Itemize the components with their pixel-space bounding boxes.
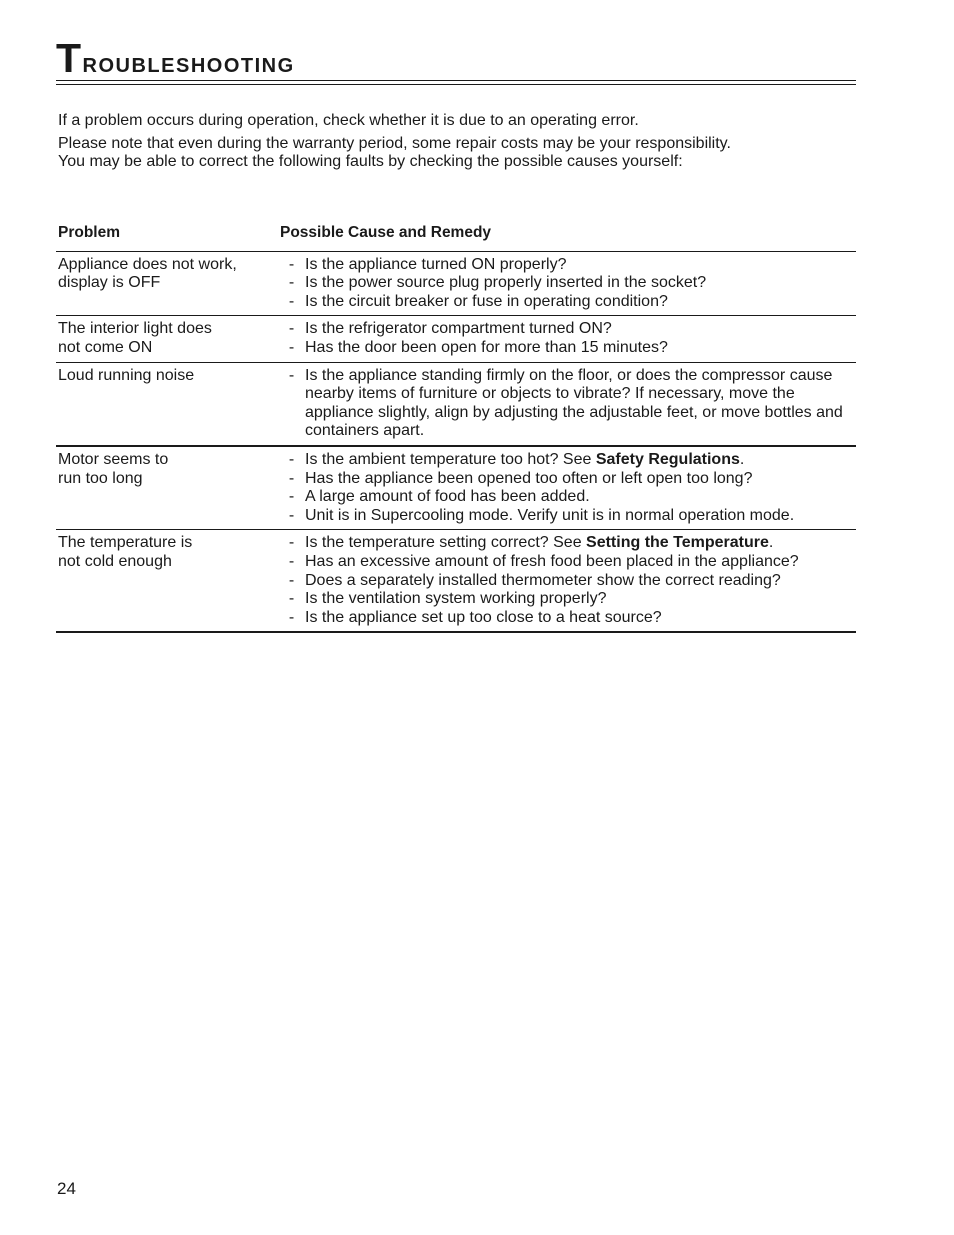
cause-plain: Does a separately installed thermometer show the correct reading? [305, 571, 781, 589]
problem-cell [56, 534, 282, 627]
problem-text: The interior light does [58, 320, 212, 338]
cause-text [301, 553, 856, 572]
cause-item [282, 293, 856, 312]
page-number: 24 [57, 1179, 76, 1198]
problem-cell [56, 320, 282, 357]
cause-plain: A large amount of food has been added. [305, 488, 590, 506]
table-body [56, 252, 856, 634]
cause-text [301, 507, 856, 526]
cause-end: . [768, 534, 774, 552]
cause-text [301, 488, 856, 507]
intro-line: You may be able to correct the following faults by checking the possible causes yourself: [58, 153, 683, 170]
cause-text [301, 534, 856, 553]
cause-text [301, 293, 856, 312]
problem-text: display is OFF [58, 274, 161, 292]
bullet-dash: - [288, 608, 295, 626]
table-header [56, 224, 856, 252]
problem-cell [56, 451, 282, 525]
problem-text: not cold enough [58, 552, 172, 570]
intro-text [58, 112, 858, 172]
cause-cell [282, 534, 856, 627]
table-row [56, 530, 856, 633]
problem-text: run too long [58, 469, 143, 487]
cause-plain: Is the appliance standing firmly on the floor, or does the compressor cause nearby items of furniture or objects to vibrate? If necessary, move the appliance slightly, align by adjusting the adjustable feet, or move bottles and containers apart. [305, 366, 843, 440]
cause-plain: Unit is in Supercooling mode. Verify unit is in normal operation mode. [305, 506, 795, 524]
bullet-dash: - [288, 469, 295, 487]
cause-plain: Is the ventilation system working properly? [305, 590, 607, 608]
cause-text [301, 367, 856, 441]
cause-plain: Is the power source plug properly inserted in the socket? [305, 274, 707, 292]
bullet-dash: - [288, 571, 295, 589]
cause-text [301, 320, 856, 339]
cause-plain: Is the appliance turned ON properly? [305, 255, 567, 273]
problem-cell [56, 256, 282, 312]
bullet-dash: - [288, 255, 295, 273]
cause-text [301, 451, 856, 470]
title-initial: T [56, 35, 83, 81]
cause-item [282, 339, 856, 358]
cause-text [301, 256, 856, 275]
bullet-dash: - [288, 338, 295, 356]
bullet-dash: - [288, 366, 295, 384]
header-problem: Problem [58, 224, 121, 241]
problem-text: not come ON [58, 338, 153, 356]
problem-text: Motor seems to [58, 450, 169, 468]
bullet-dash: - [288, 534, 295, 552]
troubleshooting-table [56, 224, 856, 633]
cause-item [282, 488, 856, 507]
cause-item [282, 572, 856, 591]
problem-cell [56, 367, 282, 441]
cause-item [282, 590, 856, 609]
cause-text [301, 274, 856, 293]
cause-item [282, 256, 856, 275]
cause-cell [282, 320, 856, 357]
cause-text [301, 470, 856, 489]
intro-line: Please note that even during the warranty period, some repair costs may be your responsibility. [58, 134, 731, 152]
cause-plain: Is the circuit breaker or fuse in operating condition? [305, 292, 668, 310]
cause-plain: Has the appliance been opened too often or left open too long? [305, 469, 753, 487]
cause-item [282, 553, 856, 572]
bullet-dash: - [288, 506, 295, 524]
table-row [56, 447, 856, 530]
cause-end: . [739, 450, 745, 468]
title-rest: roubleshooting [82, 47, 295, 78]
intro-line: If a problem occurs during operation, check whether it is due to an operating error. [58, 112, 639, 129]
cause-text [301, 572, 856, 591]
cause-item [282, 609, 856, 628]
cause-cell [282, 367, 856, 441]
cause-item [282, 470, 856, 489]
cause-item [282, 451, 856, 470]
bullet-dash: - [288, 274, 295, 292]
cause-reference: Safety Regulations [595, 450, 740, 468]
table-row [56, 316, 856, 362]
problem-text: The temperature is [58, 534, 193, 552]
cause-text [301, 339, 856, 358]
table-row [56, 252, 856, 317]
cause-item [282, 274, 856, 293]
page-title [56, 35, 295, 81]
cause-plain: Is the ambient temperature too hot? See [305, 450, 596, 468]
bullet-dash: - [288, 292, 295, 310]
cause-item [282, 320, 856, 339]
cause-plain: Is the appliance set up too close to a heat source? [305, 608, 662, 626]
cause-item [282, 507, 856, 526]
bullet-dash: - [288, 488, 295, 506]
cause-plain: Is the refrigerator compartment turned ON? [305, 320, 612, 338]
cause-plain: Has an excessive amount of fresh food been placed in the appliance? [305, 552, 799, 570]
bullet-dash: - [288, 552, 295, 570]
table-row [56, 363, 856, 447]
cause-item [282, 534, 856, 553]
cause-text [301, 609, 856, 628]
problem-text: Appliance does not work, [58, 255, 237, 273]
cause-plain: Is the temperature setting correct? See [305, 534, 587, 552]
bullet-dash: - [288, 590, 295, 608]
problem-text: Loud running noise [58, 366, 195, 384]
bullet-dash: - [288, 450, 295, 468]
cause-item [282, 367, 856, 441]
title-divider [56, 80, 856, 85]
cause-text [301, 590, 856, 609]
cause-plain: Has the door been open for more than 15 minutes? [305, 338, 668, 356]
cause-cell [282, 256, 856, 312]
cause-reference: Setting the Temperature [586, 534, 769, 552]
bullet-dash: - [288, 320, 295, 338]
header-cause: Possible Cause and Remedy [280, 224, 492, 241]
cause-cell [282, 451, 856, 525]
